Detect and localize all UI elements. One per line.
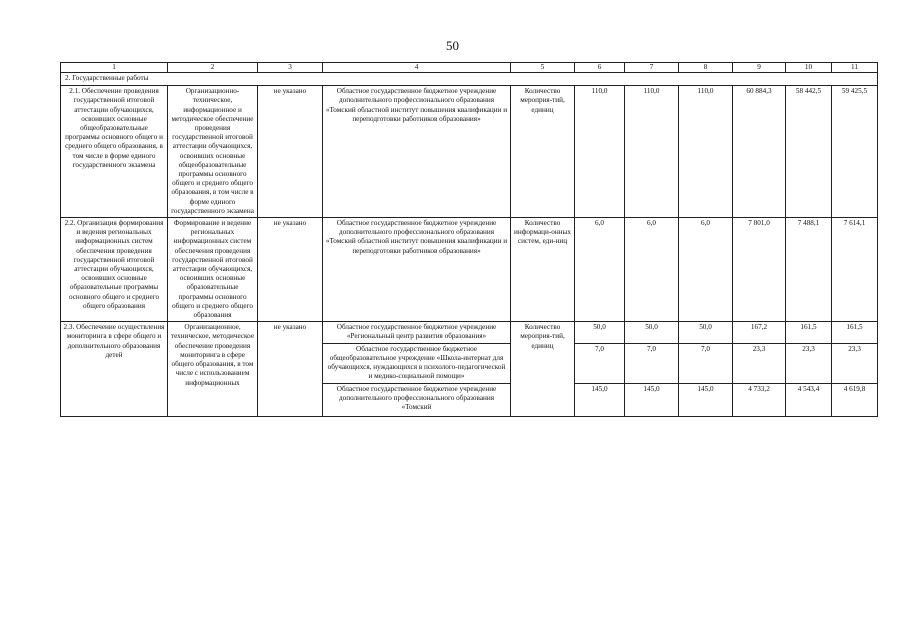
work-content-cell: Формирование и ведение региональных информационных систем обеспечения проведения государственной итоговой аттестации обучающихся, освоивших основные образовательные программы основного общего и среднего общего образования <box>168 218 258 322</box>
value-cell: 145,0 <box>679 383 733 416</box>
section-title: 2. Государственные работы <box>61 73 878 86</box>
column-header: 5 <box>511 63 575 73</box>
table-row <box>61 322 878 343</box>
value-cell: 7,0 <box>625 343 679 383</box>
work-name-cell: 2.3. Обеспечение осуществления мониторинга в сфере общего и дополнительного образования детей <box>61 322 168 416</box>
column-header: 3 <box>258 63 323 73</box>
value-cell: 145,0 <box>625 383 679 416</box>
institution-cell: Областное государственное бюджетное учреждение дополнительного профессионального образования «Томский областной институт повышения квалификации и переподготовки работников образования» <box>323 86 511 218</box>
value-cell: 4 733,2 <box>733 383 786 416</box>
value-cell: 6,0 <box>575 218 625 322</box>
work-content-cell: Организационно-техническое, информационное и методическое обеспечение проведения государственной итоговой аттестации обучающихся, освоивших основные общеобразовательные программы основного общего и среднего общего образования, в том числе в форме единого государственного экзамена <box>168 86 258 218</box>
work-name-cell: 2.1. Обеспечение проведения государственной итоговой аттестации обучающихся, освоивших основные общеобразовательные программы основного общего и среднего общего образования, в том числе в форме единого государственного экзамена <box>61 86 168 218</box>
value-cell: 23,3 <box>832 343 878 383</box>
value-cell: 50,0 <box>625 322 679 343</box>
institution-cell: Областное государственное бюджетное учреждение «Региональный центр развития образования» <box>323 322 511 343</box>
value-cell: 7,0 <box>575 343 625 383</box>
value-cell: 59 425,5 <box>832 86 878 218</box>
data-table <box>60 62 878 417</box>
section-row <box>61 73 878 86</box>
condition-cell: не указано <box>258 218 323 322</box>
column-header: 8 <box>679 63 733 73</box>
column-header: 4 <box>323 63 511 73</box>
value-cell: 110,0 <box>575 86 625 218</box>
value-cell: 110,0 <box>625 86 679 218</box>
institution-cell: Областное государственное бюджетное учреждение дополнительного профессионального образования «Томский <box>323 383 511 416</box>
value-cell: 7 614,1 <box>832 218 878 322</box>
condition-cell: не указано <box>258 86 323 218</box>
indicator-cell: Количество информаци-онных систем, еди-ниц <box>511 218 575 322</box>
value-cell: 167,2 <box>733 322 786 343</box>
value-cell: 23,3 <box>786 343 832 383</box>
value-cell: 161,5 <box>786 322 832 343</box>
value-cell: 4 619,8 <box>832 383 878 416</box>
indicator-cell: Количество мероприя-тий, единиц <box>511 86 575 218</box>
value-cell: 6,0 <box>679 218 733 322</box>
value-cell: 58 442,5 <box>786 86 832 218</box>
value-cell: 23,3 <box>733 343 786 383</box>
indicator-cell: Количество мероприя-тий, единиц <box>511 322 575 416</box>
column-header: 10 <box>786 63 832 73</box>
value-cell: 60 884,3 <box>733 86 786 218</box>
column-header: 9 <box>733 63 786 73</box>
table-row <box>61 86 878 218</box>
institution-cell: Областное государственное бюджетное учреждение дополнительного профессионального образования «Томский областной институт повышения квалификации и переподготовки работников образования» <box>323 218 511 322</box>
value-cell: 7 488,1 <box>786 218 832 322</box>
value-cell: 110,0 <box>679 86 733 218</box>
value-cell: 50,0 <box>679 322 733 343</box>
table-row <box>61 218 878 322</box>
column-header: 7 <box>625 63 679 73</box>
condition-cell: не указано <box>258 322 323 416</box>
column-number-row <box>61 63 878 73</box>
work-content-cell: Организационное, техническое, методическое обеспечение проведения мониторинга в сфере общего образования, в том числе с использованием информационных <box>168 322 258 416</box>
value-cell: 161,5 <box>832 322 878 343</box>
page-number: 50 <box>446 38 459 53</box>
value-cell: 50,0 <box>575 322 625 343</box>
value-cell: 4 543,4 <box>786 383 832 416</box>
column-header: 1 <box>61 63 168 73</box>
value-cell: 145,0 <box>575 383 625 416</box>
column-header: 2 <box>168 63 258 73</box>
column-header: 11 <box>832 63 878 73</box>
value-cell: 7 801,0 <box>733 218 786 322</box>
column-header: 6 <box>575 63 625 73</box>
institution-cell: Областное государственное бюджетное общеобразовательное учреждение «Школа-интернат для обучающихся, нуждающихся в психолого-педагогической и медико-социальной помощи» <box>323 343 511 383</box>
value-cell: 6,0 <box>625 218 679 322</box>
value-cell: 7,0 <box>679 343 733 383</box>
work-name-cell: 2.2. Организация формирования и ведения региональных информационных систем обеспечения проведения государственной итоговой аттестации обучающихся, освоивших основные образовательные программы основного общего и среднего общего образования <box>61 218 168 322</box>
